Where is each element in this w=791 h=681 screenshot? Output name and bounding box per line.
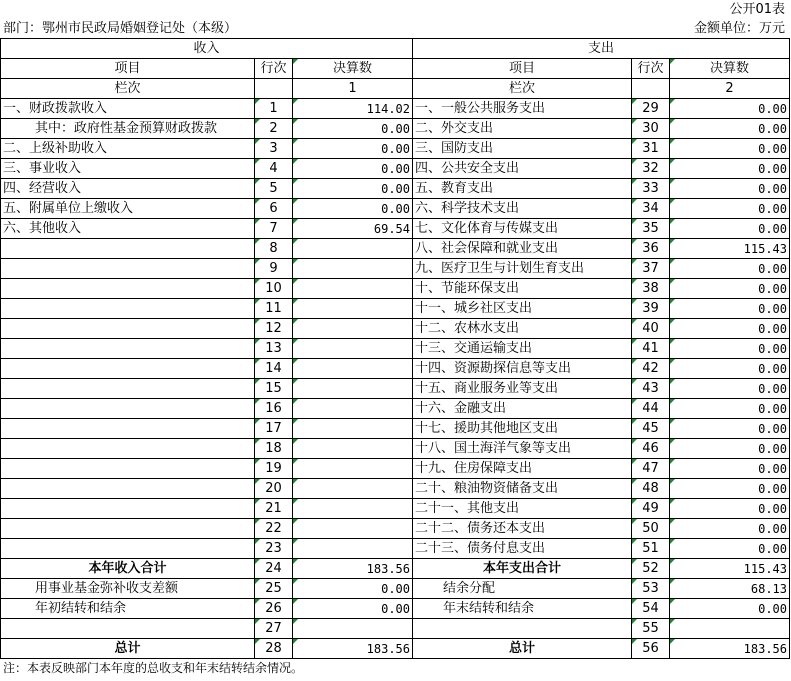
expense-amount-cell: 0.00 [670,159,790,179]
expense-line-cell: 36 [632,239,670,259]
table-row [1,359,790,379]
income-amount-cell: 0.00 [293,579,413,599]
income-item-cell [1,319,255,339]
income-item-cell [1,279,255,299]
table-row [1,499,790,519]
income-line-cell: 3 [255,139,293,159]
expense-line-cell: 55 [632,619,670,639]
expense-line-cell: 53 [632,579,670,599]
table-row [1,119,790,139]
expense-line-cell: 48 [632,479,670,499]
expense-column-number: 2 [670,79,790,99]
income-line-cell: 23 [255,539,293,559]
income-line-cell: 5 [255,179,293,199]
expense-amount-cell: 0.00 [670,299,790,319]
table-row [1,639,790,659]
expense-amount-cell: 0.00 [670,519,790,539]
expense-line-cell: 46 [632,439,670,459]
expense-item-cell: 九、医疗卫生与计划生育支出 [413,259,632,279]
income-amount-cell [293,279,413,299]
income-amount-cell [293,379,413,399]
expense-amount-cell: 115.43 [670,239,790,259]
income-amount-cell [293,319,413,339]
expense-item-cell: 年末结转和结余 [413,599,632,619]
expense-line-cell: 34 [632,199,670,219]
expense-item-cell: 一、一般公共服务支出 [413,99,632,119]
expense-amount-header: 决算数 [670,59,790,79]
expense-line-cell: 42 [632,359,670,379]
income-line-cell: 22 [255,519,293,539]
section-header-row [1,39,790,59]
expense-item-cell: 四、公共安全支出 [413,159,632,179]
income-item-cell: 年初结转和结余 [1,599,255,619]
table-row [1,579,790,599]
income-item-cell [1,539,255,559]
expense-item-header: 项目 [413,59,632,79]
income-line-cell: 7 [255,219,293,239]
income-line-cell: 19 [255,459,293,479]
expense-line-cell: 51 [632,539,670,559]
expense-line-cell: 54 [632,599,670,619]
income-amount-cell: 0.00 [293,159,413,179]
expense-line-cell: 56 [632,639,670,659]
income-line-cell: 14 [255,359,293,379]
expense-amount-cell: 0.00 [670,499,790,519]
expense-line-cell: 49 [632,499,670,519]
income-amount-cell [293,479,413,499]
table-row [1,539,790,559]
unit-label: 金额单位：万元 [693,21,785,36]
expense-line-cell: 43 [632,379,670,399]
income-line-cell: 21 [255,499,293,519]
income-line-cell: 20 [255,479,293,499]
table-row [1,159,790,179]
expense-line-cell: 35 [632,219,670,239]
income-amount-cell: 0.00 [293,179,413,199]
expense-item-cell: 六、科学技术支出 [413,199,632,219]
expense-amount-cell: 0.00 [670,599,790,619]
expense-amount-cell [670,619,790,639]
income-line-cell: 18 [255,439,293,459]
column-header-row [1,59,790,79]
income-amount-cell [293,459,413,479]
income-item-cell: 六、其他收入 [1,219,255,239]
table-row [1,279,790,299]
income-item-header: 项目 [1,59,255,79]
expense-amount-cell: 0.00 [670,479,790,499]
expense-amount-cell: 0.00 [670,539,790,559]
expense-item-cell: 十六、金融支出 [413,399,632,419]
income-item-cell: 四、经营收入 [1,179,255,199]
table-row [1,479,790,499]
income-amount-cell [293,259,413,279]
expense-line-cell: 38 [632,279,670,299]
expense-amount-cell: 0.00 [670,359,790,379]
expense-line-cell: 50 [632,519,670,539]
income-amount-cell: 0.00 [293,599,413,619]
expense-amount-cell: 0.00 [670,199,790,219]
income-line-cell: 17 [255,419,293,439]
income-item-cell: 一、财政拨款收入 [1,99,255,119]
table-row [1,399,790,419]
expense-amount-cell: 0.00 [670,339,790,359]
table-row [1,459,790,479]
expense-amount-cell: 68.13 [670,579,790,599]
expense-item-cell: 八、社会保障和就业支出 [413,239,632,259]
expense-item-cell: 二十二、债务还本支出 [413,519,632,539]
income-item-cell [1,619,255,639]
income-amount-cell: 114.02 [293,99,413,119]
income-line-cell: 6 [255,199,293,219]
table-row [1,339,790,359]
expense-item-cell: 十九、住房保障支出 [413,459,632,479]
income-item-cell: 三、事业收入 [1,159,255,179]
expense-item-cell: 结余分配 [413,579,632,599]
table-row [1,599,790,619]
income-amount-cell: 0.00 [293,199,413,219]
expense-item-cell: 三、国防支出 [413,139,632,159]
income-item-cell: 二、上级补助收入 [1,139,255,159]
income-amount-cell: 183.56 [293,559,413,579]
table-row [1,239,790,259]
expense-amount-cell: 183.56 [670,639,790,659]
income-amount-cell [293,359,413,379]
income-line-cell: 15 [255,379,293,399]
expense-item-cell: 二、外交支出 [413,119,632,139]
expense-line-cell: 40 [632,319,670,339]
meta-row [0,19,791,38]
income-item-cell [1,459,255,479]
table-row [1,299,790,319]
expense-amount-cell: 0.00 [670,379,790,399]
table-row [1,419,790,439]
expense-item-cell: 十五、商业服务业等支出 [413,379,632,399]
expense-item-cell: 十、节能环保支出 [413,279,632,299]
expense-amount-cell: 115.43 [670,559,790,579]
income-amount-cell [293,299,413,319]
expense-line-header: 行次 [632,59,670,79]
income-line-cell: 1 [255,99,293,119]
income-item-cell [1,379,255,399]
income-line-header: 行次 [255,59,293,79]
department-label: 部门：鄂州市民政局婚姻登记处（本级） [3,21,238,36]
expense-amount-cell: 0.00 [670,119,790,139]
income-column-label: 栏次 [1,79,255,99]
expense-column-label: 栏次 [413,79,632,99]
income-item-cell [1,259,255,279]
expense-item-cell [413,619,632,639]
expense-line-cell: 45 [632,419,670,439]
income-item-cell [1,439,255,459]
table-row [1,259,790,279]
expense-amount-cell: 0.00 [670,439,790,459]
income-item-cell: 其中：政府性基金预算财政拨款 [1,119,255,139]
income-column-blank [255,79,293,99]
expense-amount-cell: 0.00 [670,399,790,419]
income-item-cell [1,519,255,539]
table-row [1,179,790,199]
income-line-cell: 11 [255,299,293,319]
column-index-row [1,79,790,99]
expense-line-cell: 47 [632,459,670,479]
income-column-number: 1 [293,79,413,99]
income-item-cell [1,479,255,499]
income-amount-cell [293,339,413,359]
income-amount-cell [293,499,413,519]
income-item-cell [1,239,255,259]
income-amount-cell [293,239,413,259]
expense-amount-cell: 0.00 [670,459,790,479]
expense-column-blank [632,79,670,99]
table-row [1,219,790,239]
table-row [1,439,790,459]
expense-line-cell: 52 [632,559,670,579]
income-line-cell: 27 [255,619,293,639]
table-row [1,139,790,159]
expense-item-cell: 二十三、债务付息支出 [413,539,632,559]
income-line-cell: 2 [255,119,293,139]
table-row [1,559,790,579]
income-amount-cell [293,439,413,459]
expense-line-cell: 44 [632,399,670,419]
income-amount-cell: 69.54 [293,219,413,239]
income-line-cell: 10 [255,279,293,299]
expense-amount-cell: 0.00 [670,279,790,299]
income-amount-cell [293,539,413,559]
footnote: 注：本表反映部门本年度的总收支和年末结转结余情况。 [3,661,304,675]
expense-header: 支出 [413,39,790,59]
income-header: 收入 [1,39,413,59]
income-amount-cell: 0.00 [293,139,413,159]
income-item-cell [1,299,255,319]
income-item-cell [1,399,255,419]
expense-item-cell: 七、文化体育与传媒支出 [413,219,632,239]
expense-item-cell: 十三、交通运输支出 [413,339,632,359]
income-item-cell [1,359,255,379]
expense-item-cell: 二十、粮油物资储备支出 [413,479,632,499]
expense-item-cell: 十二、农林水支出 [413,319,632,339]
expense-amount-cell: 0.00 [670,259,790,279]
income-item-cell [1,339,255,359]
expense-amount-cell: 0.00 [670,419,790,439]
table-row [1,99,790,119]
expense-line-cell: 41 [632,339,670,359]
income-line-cell: 26 [255,599,293,619]
income-amount-header: 决算数 [293,59,413,79]
income-amount-cell [293,619,413,639]
table-row [1,319,790,339]
income-item-cell: 五、附属单位上缴收入 [1,199,255,219]
income-line-cell: 8 [255,239,293,259]
expense-line-cell: 39 [632,299,670,319]
income-line-cell: 13 [255,339,293,359]
income-item-cell: 总计 [1,639,255,659]
expense-item-cell: 五、教育支出 [413,179,632,199]
expense-amount-cell: 0.00 [670,99,790,119]
income-line-cell: 9 [255,259,293,279]
income-amount-cell [293,419,413,439]
income-line-cell: 25 [255,579,293,599]
financial-statement-table [0,38,790,659]
income-amount-cell: 183.56 [293,639,413,659]
income-amount-cell [293,519,413,539]
expense-amount-cell: 0.00 [670,139,790,159]
table-row [1,619,790,639]
income-line-cell: 28 [255,639,293,659]
income-item-cell: 本年收入合计 [1,559,255,579]
expense-line-cell: 29 [632,99,670,119]
expense-line-cell: 32 [632,159,670,179]
income-item-cell [1,499,255,519]
expense-line-cell: 30 [632,119,670,139]
expense-item-cell: 十七、援助其他地区支出 [413,419,632,439]
table-row [1,199,790,219]
income-amount-cell [293,399,413,419]
expense-item-cell: 十八、国土海洋气象等支出 [413,439,632,459]
expense-item-cell: 二十一、其他支出 [413,499,632,519]
expense-amount-cell: 0.00 [670,219,790,239]
expense-item-cell: 十四、资源勘探信息等支出 [413,359,632,379]
expense-line-cell: 31 [632,139,670,159]
expense-amount-cell: 0.00 [670,179,790,199]
form-code-row [0,0,791,19]
expense-item-cell: 十一、城乡社区支出 [413,299,632,319]
table-row [1,519,790,539]
income-line-cell: 24 [255,559,293,579]
income-line-cell: 16 [255,399,293,419]
table-row [1,379,790,399]
expense-line-cell: 37 [632,259,670,279]
form-code: 公开01表 [729,2,785,17]
income-line-cell: 12 [255,319,293,339]
expense-amount-cell: 0.00 [670,319,790,339]
expense-line-cell: 33 [632,179,670,199]
income-amount-cell: 0.00 [293,119,413,139]
income-item-cell [1,419,255,439]
expense-item-cell: 总计 [413,639,632,659]
income-item-cell: 用事业基金弥补收支差额 [1,579,255,599]
expense-item-cell: 本年支出合计 [413,559,632,579]
income-line-cell: 4 [255,159,293,179]
